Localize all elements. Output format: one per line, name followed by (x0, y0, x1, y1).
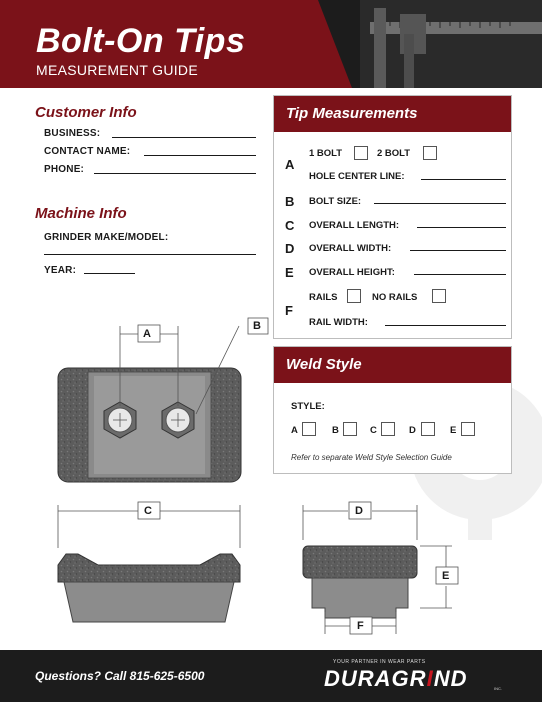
dim-label-d: D (355, 505, 363, 517)
hole-center-label: HOLE CENTER LINE: (309, 171, 405, 182)
page-subtitle: MEASUREMENT GUIDE (36, 62, 198, 78)
overall-length-label: OVERALL LENGTH: (309, 220, 400, 231)
grinder-model-label: GRINDER MAKE/MODEL: (44, 232, 169, 243)
header-banner (0, 0, 542, 88)
weld-option-b-label: B (332, 425, 339, 436)
top-view-block (58, 368, 241, 482)
year-field[interactable] (84, 273, 135, 274)
row-letter-e: E (285, 265, 294, 280)
bolt-size-field[interactable] (374, 203, 506, 204)
contact-phone-text: Questions? Call 815-625-6500 (35, 669, 205, 683)
brand-tagline: YOUR PARTNER IN WEAR PARTS (333, 659, 426, 665)
tip-diagram (0, 310, 542, 650)
row-letter-c: C (285, 218, 295, 233)
two-bolt-label: 2 BOLT (377, 148, 411, 159)
caliper-icon (360, 0, 542, 88)
rail-width-label: RAIL WIDTH: (309, 317, 368, 328)
row-letter-d: D (285, 241, 295, 256)
style-label: STYLE: (291, 401, 325, 412)
row-letter-f: F (285, 303, 293, 318)
duragrind-logo: DURAGRIND (324, 666, 468, 691)
phone-label: PHONE: (44, 164, 85, 175)
business-label: BUSINESS: (44, 128, 101, 139)
business-field[interactable] (112, 137, 256, 138)
tip-measurements-heading: Tip Measurements (274, 96, 511, 132)
overall-length-field[interactable] (417, 227, 506, 228)
grinder-model-field[interactable] (44, 254, 256, 255)
overall-height-field[interactable] (414, 274, 506, 275)
one-bolt-checkbox[interactable] (354, 146, 368, 160)
dim-label-b: B (253, 320, 261, 332)
weld-option-d-label: D (409, 425, 416, 436)
hole-center-field[interactable] (421, 179, 506, 180)
contact-name-label: CONTACT NAME: (44, 146, 131, 157)
weld-option-a-label: A (291, 425, 298, 436)
bolt-size-label: BOLT SIZE: (309, 196, 362, 207)
two-bolt-checkbox[interactable] (423, 146, 437, 160)
weld-option-c-label: C (370, 425, 377, 436)
end-view-block (303, 546, 417, 618)
dim-label-f: F (357, 620, 364, 632)
weld-style-heading: Weld Style (274, 347, 511, 383)
no-rails-label: NO RAILS (372, 292, 418, 303)
weld-option-e-label: E (450, 425, 457, 436)
row-letter-b: B (285, 194, 295, 209)
row-letter-a: A (285, 157, 295, 172)
one-bolt-label: 1 BOLT (309, 148, 343, 159)
dim-label-c: C (144, 505, 152, 517)
contact-name-field[interactable] (144, 155, 256, 156)
rails-checkbox[interactable] (347, 289, 361, 303)
brand-inc: INC. (494, 686, 502, 691)
phone-field[interactable] (94, 173, 256, 174)
overall-width-label: OVERALL WIDTH: (309, 243, 392, 254)
dim-label-a: A (143, 328, 151, 340)
no-rails-checkbox[interactable] (432, 289, 446, 303)
overall-height-label: OVERALL HEIGHT: (309, 267, 395, 278)
side-view-block (58, 554, 240, 622)
page-title: Bolt-On Tips (36, 22, 246, 60)
rails-label: RAILS (309, 292, 338, 303)
weld-guide-note: Refer to separate Weld Style Selection Guide (291, 453, 452, 462)
overall-width-field[interactable] (410, 250, 506, 251)
machine-info-heading: Machine Info (35, 205, 127, 222)
year-label: YEAR: (44, 265, 77, 276)
customer-info-heading: Customer Info (35, 104, 137, 121)
dim-label-e: E (442, 570, 450, 582)
